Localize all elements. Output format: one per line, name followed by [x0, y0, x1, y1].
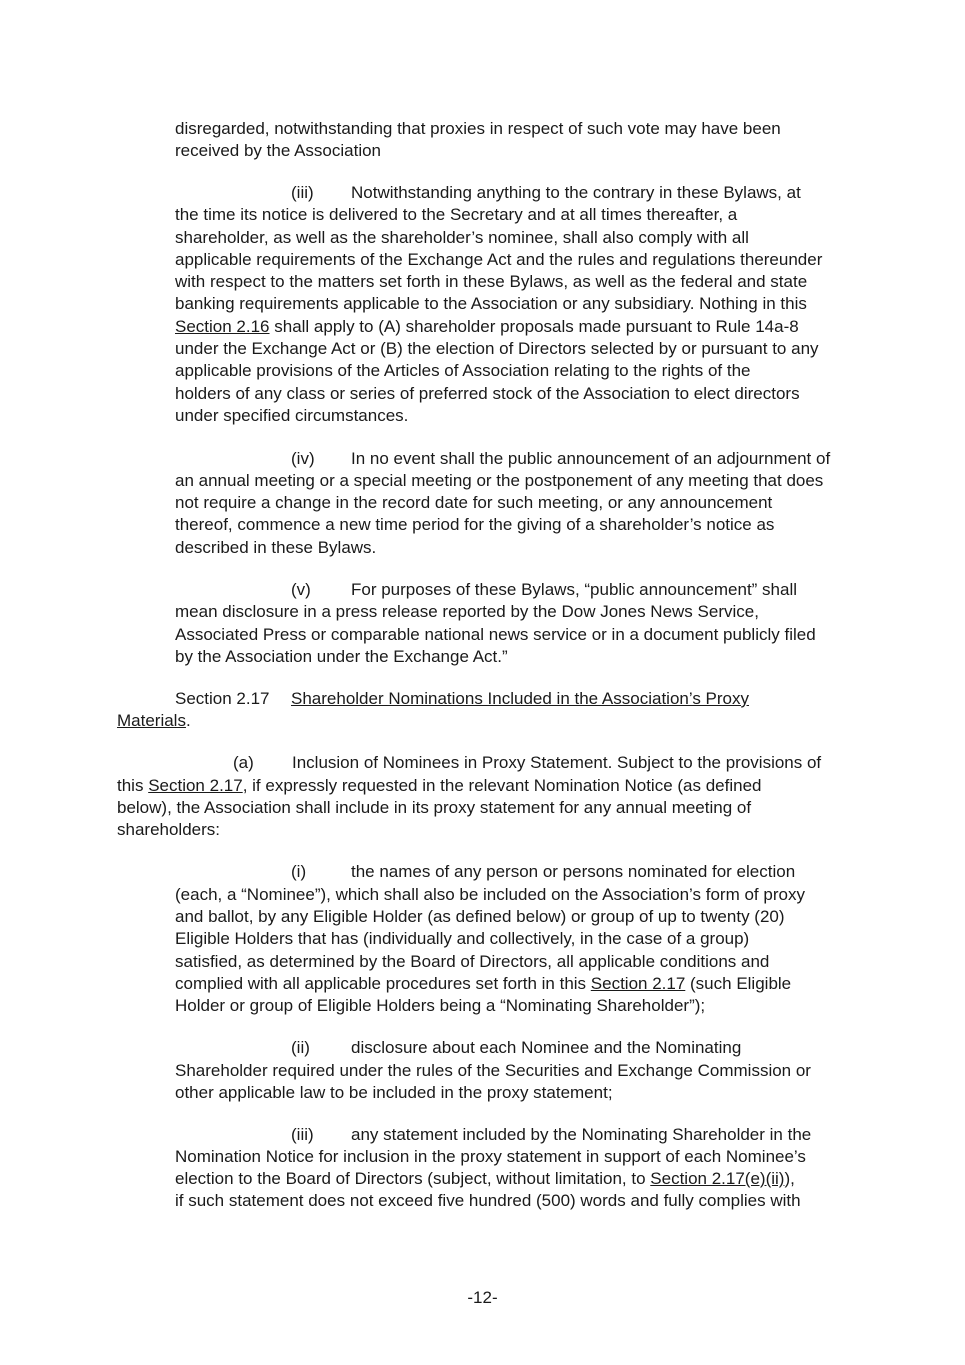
p2-line-1: Notwithstanding anything to the contrary in these Bylaws, at	[351, 183, 801, 202]
p4-line-4: by the Association under the Exchange Act.”	[175, 647, 508, 666]
pii-line-3: other applicable law to be included in the proxy statement;	[175, 1083, 613, 1102]
section-2-17-title-cont: Materials.	[117, 711, 191, 730]
p2-line-4: applicable requirements of the Exchange Act and the rules and regulations thereunder	[175, 250, 823, 269]
p2-number: (iii)	[291, 183, 314, 202]
pi-line-4: Eligible Holders that has (individually and collectively, in the case of a group)	[175, 929, 750, 948]
piii-line-3: election to the Board of Directors (subject, without limitation, to Section 2.17(e)(ii)),	[175, 1169, 795, 1188]
p2-line-10: holders of any class or series of preferred stock of the Association to elect directors	[175, 384, 800, 403]
pi-line-1: the names of any person or persons nominated for election	[351, 862, 796, 881]
p4-line-2: mean disclosure in a press release reported by the Dow Jones News Service,	[175, 602, 759, 621]
p2-line-2: the time its notice is delivered to the Secretary and at all times thereafter, a	[175, 205, 738, 224]
section-2-16-link[interactable]: Section 2.16	[175, 317, 270, 336]
section-2-17-e-ii-link[interactable]: Section 2.17(e)(ii)	[650, 1169, 785, 1188]
piii-number: (iii)	[291, 1125, 314, 1144]
p2-line-7-rest: shall apply to (A) shareholder proposals made pursuant to Rule 14a-8	[269, 317, 799, 336]
pii-line-1: disclosure about each Nominee and the Nominating	[351, 1038, 742, 1057]
piii-line-1: any statement included by the Nominating Shareholder in the	[351, 1125, 812, 1144]
piii-line-2: Nomination Notice for inclusion in the proxy statement in support of each Nominee’s	[175, 1147, 806, 1166]
p1-line-2: received by the Association	[175, 141, 382, 160]
pa-line-1: Inclusion of Nominees in Proxy Statement. Subject to the provisions of	[292, 753, 822, 772]
section-2-17-link[interactable]: Section 2.17	[590, 974, 686, 993]
p2-line-9: applicable provisions of the Articles of Association relating to the rights of the	[175, 361, 751, 380]
pa-number: (a)	[233, 753, 254, 772]
pa-line-3: below), the Association shall include in its proxy statement for any annual meeting of	[117, 798, 752, 817]
pi-line-5: satisfied, as determined by the Board of Directors, all applicable conditions and	[175, 952, 770, 971]
p2-line-6: banking requirements applicable to the Association or any subsidiary. Nothing in this	[175, 294, 807, 313]
page-number: -12-	[467, 1288, 498, 1307]
pi-number: (i)	[291, 862, 307, 881]
p2-line-8: under the Exchange Act or (B) the election of Directors selected by or pursuant to any	[175, 339, 819, 358]
pa-line-2: this Section 2.17, if expressly requested in the relevant Nomination Notice (as defined	[117, 776, 762, 795]
pii-line-2: Shareholder required under the rules of the Securities and Exchange Commission or	[175, 1061, 811, 1080]
p2-line-5: with respect to the matters set forth in these Bylaws, as well as the federal and state	[175, 272, 808, 291]
pi-line-2: (each, a “Nominee”), which shall also be included on the Association’s form of proxy	[175, 885, 805, 904]
p1-line-1: disregarded, notwithstanding that proxies in respect of such vote may have been	[175, 119, 781, 138]
p2-line-11: under specified circumstances.	[175, 406, 409, 425]
p4-line-3: Associated Press or comparable national news service or in a document publicly filed	[175, 625, 816, 644]
p2-line-7	[175, 316, 799, 338]
p3-line-4: thereof, commence a new time period for the giving of a shareholder’s notice as	[175, 515, 775, 534]
pa-line-4: shareholders:	[117, 820, 221, 839]
pi-line-7: Holder or group of Eligible Holders being a “Nominating Shareholder”);	[175, 996, 706, 1015]
p3-line-3: not require a change in the record date for such meeting, or any announcement	[175, 493, 773, 512]
p2-line-3: shareholder, as well as the shareholder’s nominee, shall also comply with all	[175, 228, 749, 247]
pi-line-3: and ballot, by any Eligible Holder (as defined below) or group of up to twenty (20)	[175, 907, 785, 926]
p4-line-1: For purposes of these Bylaws, “public announcement” shall	[351, 580, 798, 599]
section-2-17-link[interactable]: Section 2.17	[148, 776, 243, 795]
pi-line-6: complied with all applicable procedures set forth in this Section 2.17 (such Eligible	[175, 974, 792, 993]
p4-number: (v)	[291, 580, 311, 599]
p3-number: (iv)	[291, 449, 315, 468]
section-2-17-title: Shareholder Nominations Included in the Association’s Proxy	[291, 689, 750, 708]
p3-line-2: an annual meeting or a special meeting or the postponement of any meeting that does	[175, 471, 824, 490]
piii-line-4: if such statement does not exceed five hundred (500) words and fully complies with	[175, 1191, 801, 1210]
p3-line-5: described in these Bylaws.	[175, 538, 377, 557]
p3-line-1: In no event shall the public announcement of an adjournment of	[351, 449, 831, 468]
section-2-17-label: Section 2.17	[175, 689, 270, 708]
pii-number: (ii)	[291, 1038, 310, 1057]
